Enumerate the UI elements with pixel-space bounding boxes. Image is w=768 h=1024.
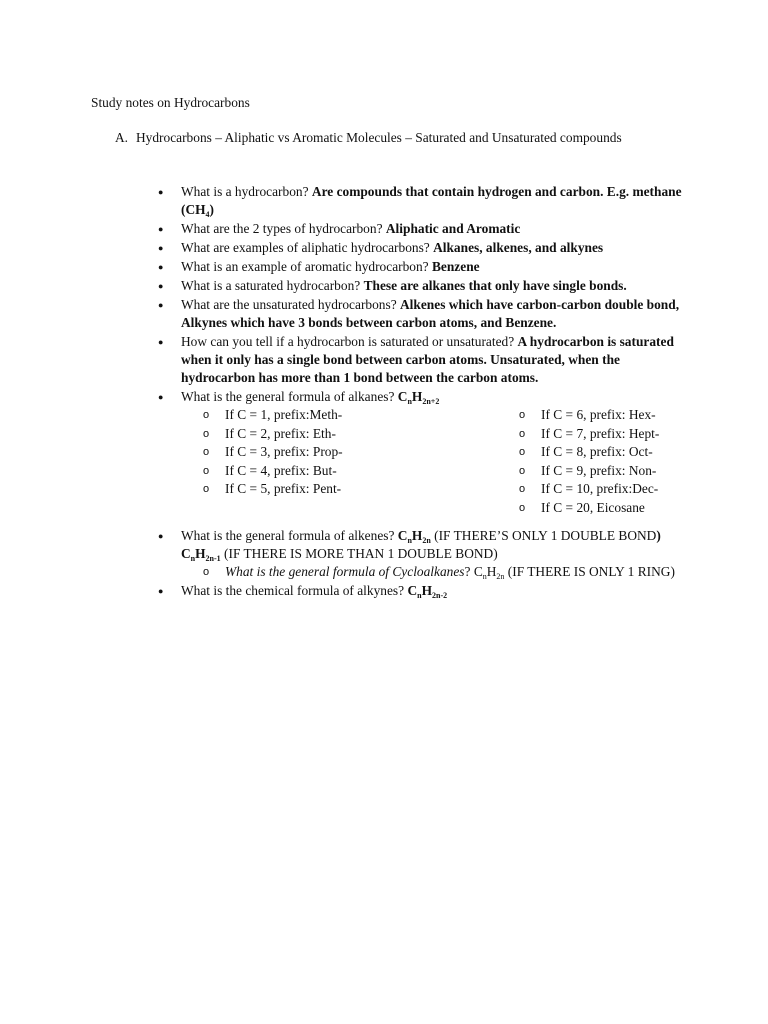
prefix-item: o If C = 2, prefix: Eth- xyxy=(203,425,343,443)
answer-text: Benzene xyxy=(431,259,480,274)
formula-c: C xyxy=(470,564,483,579)
prefix-item: o If C = 4, prefix: But- xyxy=(203,462,343,480)
answer-text: Alkanes, alkenes, and alkynes xyxy=(433,240,604,255)
question-text: What is the chemical formula of alkynes? xyxy=(181,583,405,598)
formula-note: (IF THERE IS ONLY 1 RING) xyxy=(504,564,675,579)
question-text: What are the unsaturated hydrocarbons? xyxy=(181,297,397,312)
prefix-item: o If C = 8, prefix: Oct- xyxy=(519,443,659,461)
prefix-item: o If C = 10, prefix:Dec- xyxy=(519,480,659,498)
question-hydrocarbon xyxy=(160,183,685,219)
formula-h: H xyxy=(411,389,423,404)
prefix-item: o If C = 20, Eicosane xyxy=(519,499,659,517)
prefix-list-left xyxy=(203,406,343,499)
question-text: What are examples of aliphatic hydrocarbons? xyxy=(181,240,430,255)
answer-text: A hydrocarbon is saturated when it only has a single bond between carbon atoms. Unsaturated, when the hydrocarbon has more than 1 bond between the carbon atoms. xyxy=(181,334,674,385)
question-tell-saturation xyxy=(160,333,685,387)
answer-text: Alkenes which have carbon-carbon double bond, Alkynes which have 3 bonds between carbon atoms, and Benzene. xyxy=(181,297,680,330)
question-text: What is an example of aromatic hydrocarbon? xyxy=(181,259,429,274)
question-mark: ? xyxy=(464,564,471,579)
question-text: What is the general formula of alkanes? xyxy=(181,389,395,404)
cycloalkane-sublist xyxy=(181,563,685,581)
formula-sub-n: n xyxy=(417,591,422,600)
formula-c: C xyxy=(181,546,191,561)
formula-sub-h: 2n xyxy=(422,536,431,545)
prefix-item: o If C = 1, prefix:Meth- xyxy=(203,406,343,424)
question-alkene-formula xyxy=(160,527,685,581)
formula-sub-n: n xyxy=(407,397,412,406)
prefix-columns xyxy=(181,406,685,526)
formula-sub-h: 2n xyxy=(496,572,505,581)
formula-sub-h: 2n+2 xyxy=(422,397,440,406)
prefix-list-right xyxy=(519,406,659,517)
question-unsaturated xyxy=(160,296,685,332)
formula-h: H xyxy=(421,583,432,598)
answer-text: These are alkanes that only have single bonds. xyxy=(363,278,627,293)
question-text: How can you tell if a hydrocarbon is saturated or unsaturated? xyxy=(181,334,515,349)
formula-paren: ) xyxy=(656,528,661,543)
formula-h: H xyxy=(486,564,497,579)
formula-sub-h: 2n-1 xyxy=(205,554,221,563)
formula-h: H xyxy=(411,528,423,543)
cycloalkane-item xyxy=(203,563,705,581)
prefix-item: o If C = 7, prefix: Hept- xyxy=(519,425,659,443)
question-text: What is a saturated hydrocarbon? xyxy=(181,278,361,293)
question-aromatic-example xyxy=(160,258,685,276)
answer-text-end: ) xyxy=(209,202,215,217)
prefix-item: o If C = 9, prefix: Non- xyxy=(519,462,659,480)
prefix-item: o If C = 5, prefix: Pent- xyxy=(203,480,343,498)
formula-sub-n: n xyxy=(482,572,487,581)
question-text: What is a hydrocarbon? xyxy=(181,184,309,199)
answer-text: Aliphatic and Aromatic xyxy=(385,221,521,236)
question-text: What is the general formula of alkenes? xyxy=(181,528,395,543)
prefix-item: o If C = 6, prefix: Hex- xyxy=(519,406,659,424)
formula-sub-h: 2n-2 xyxy=(432,591,448,600)
question-text: What is the general formula of Cycloalkanes xyxy=(225,564,465,579)
document-title: Study notes on Hydrocarbons xyxy=(91,95,250,110)
question-saturated xyxy=(160,277,685,295)
formula-note: (IF THERE’S ONLY 1 DOUBLE BOND xyxy=(430,528,657,543)
formula-sub-n: n xyxy=(407,536,412,545)
question-types xyxy=(160,220,685,238)
subscript: 4 xyxy=(205,210,210,219)
answer-text: Are compounds that contain hydrogen and carbon. E.g. methane (CH xyxy=(181,184,682,217)
section-letter: A. xyxy=(115,130,129,145)
formula-note: (IF THERE IS MORE THAN 1 DOUBLE BOND) xyxy=(220,546,498,561)
formula-sub-n: n xyxy=(190,554,196,563)
formula-c: C xyxy=(397,528,408,543)
formula-c: C xyxy=(397,389,408,404)
prefix-item: o If C = 3, prefix: Prop- xyxy=(203,443,343,461)
question-list xyxy=(160,183,685,601)
formula-c: C xyxy=(407,583,418,598)
question-aliphatic-examples xyxy=(160,239,685,257)
section-heading-text: Hydrocarbons – Aliphatic vs Aromatic Molecules – Saturated and Unsaturated compounds xyxy=(136,130,622,145)
question-text: What are the 2 types of hydrocarbon? xyxy=(181,221,383,236)
question-alkyne-formula xyxy=(160,582,685,600)
question-alkane-formula xyxy=(160,388,685,526)
formula-h: H xyxy=(195,546,206,561)
